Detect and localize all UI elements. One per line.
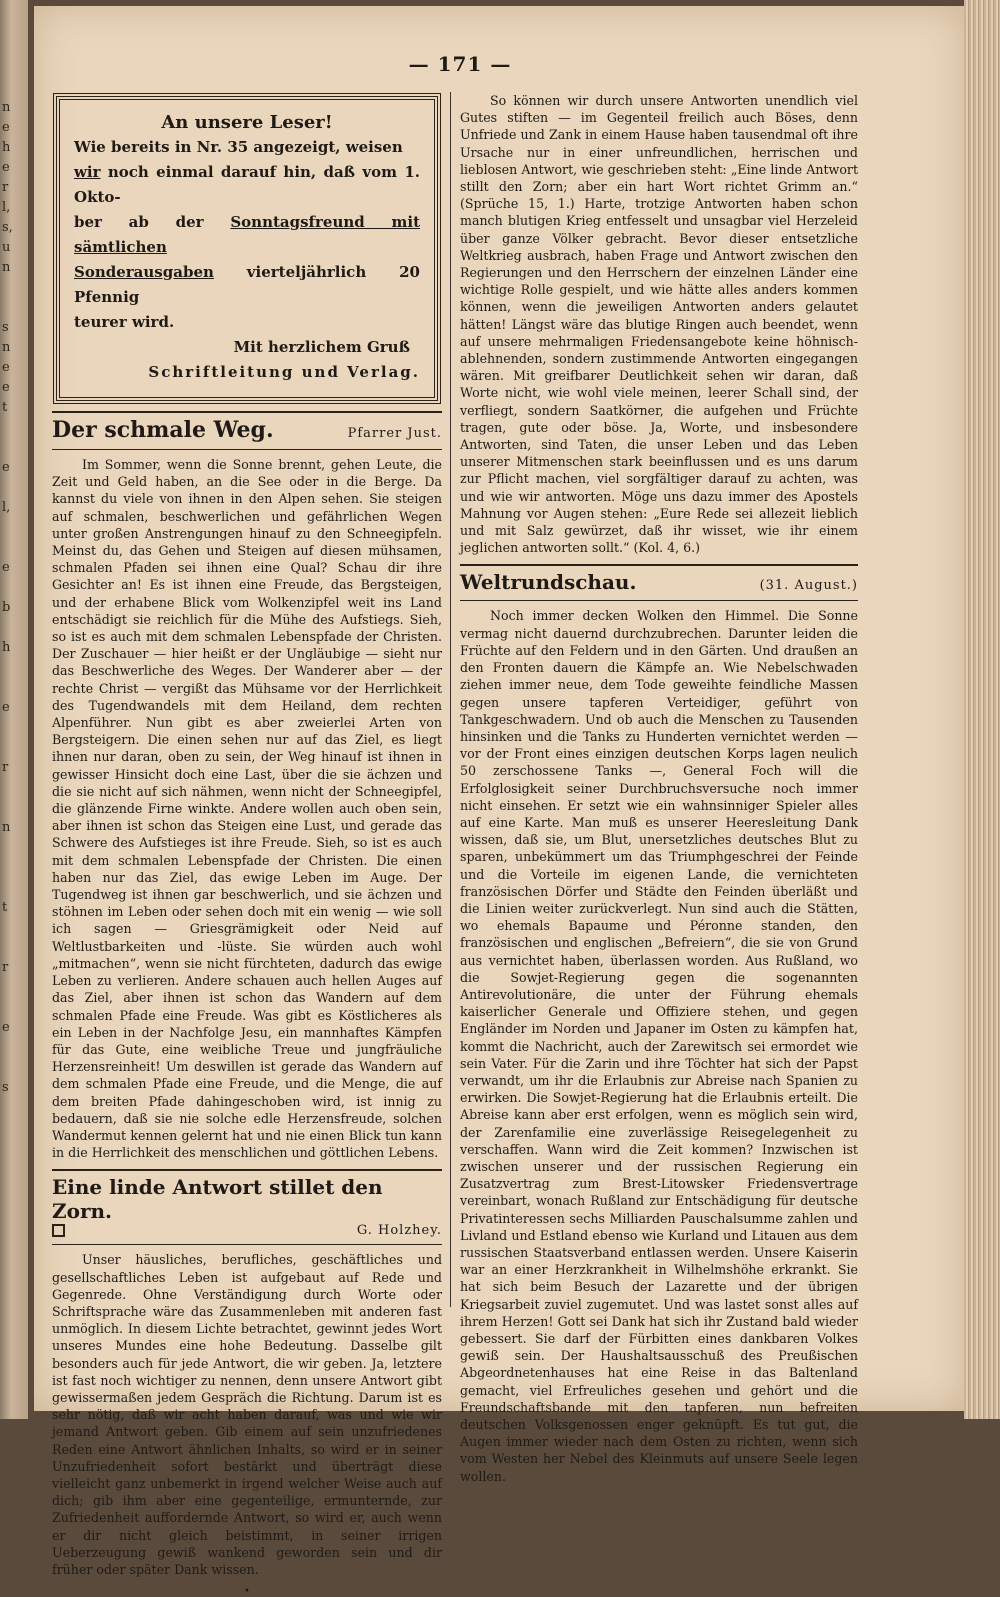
article-author: Pfarrer Just. (347, 426, 442, 441)
prev-fragment: l, (2, 200, 11, 215)
previous-page-edge (0, 0, 28, 1419)
prev-fragment: r (2, 760, 9, 775)
page-stack-edge (964, 0, 1000, 1419)
prev-fragment: n (2, 820, 11, 835)
section-rule (52, 1169, 442, 1171)
notice-signature: Schriftleitung und Verlag. (148, 363, 420, 381)
article-body: Im Sommer, wenn die Sonne brennt, gehen Leute, die Zeit und Geld haben, an die See oder in die Berge. Da kannst du viele von ihnen in den Alpen sehen. Sie steigen auf schmalen, beschwerlichen und gefährlichen Wegen unter großen Anstrengungen hinauf zu den Schneegipfeln. Meinst du, das Gehen und Steigen auf diesen mühsamen, schmalen Pfaden sei ihnen eine Qual? Schau dir ihre Gesichter an! Es ist ihnen eine Freude, das Bergsteigen, und der erhabene Blick vom Wolkenzipfel weit ins Land entschädigt sie reichlich für die Mühe des Aufstiegs. Sieh, so ist es auch mit dem schmalen Lebenspfade der Christen. Der Zuschauer — hier heißt er der Ungläubige — sieht nur das Beschwerliche des Weges. Der Wanderer aber — der rechte Christ — vergißt das Mühsame vor der Herrlichkeit des Tugendwandels mit dem Heiland, dem rechten Alpenführer. Nun gibt es aber zweierlei Arten von Bergsteigern. Die einen sehen nur auf das Ziel, es liegt ihnen nur daran, oben zu sein, der Weg hinauf ist ihnen in gewisser Hinsicht doch eine Last, über die sie ächzen und die sie nicht auf sich nähmen, wenn nicht der Schneegipfel, die glänzende Firne winkte. Andere wollen auch oben sein, aber ihnen ist schon das Steigen eine Lust, und gerade das Schwere des Aufstieges ist ihre Freude. Sieh, so ist es auch mit dem schmalen Lebenspfade der Christen. Die einen haben nur das Ziel, das ewige Leben im Auge. Der Tugendweg ist ihnen gar beschwerlich, und sie ächzen und stöhnen im Leben oder sehen doch mit ein wenig — wie soll ich sagen — Griesgrämigkeit oder Neid auf Weltlustbarkeiten und -lüste. Sie würden auch wohl „mitmachen“, wenn sie nicht fürchteten, dadurch das ewige Leben zu verlieren. Andere schauen auch hellen Auges auf das Ziel, aber ihnen ist schon das Wandern auf dem schmalen Pfade eine Freude. Was gibt es Köstlicheres als ein Leben in der Nachfolge Jesu, ein mannhaftes Kämpfen für das Gute, eine weibliche Treue und jungfräuliche Herzensreinheit! Um deswillen ist gerade das Wandern auf dem schmalen Pfade eine Freude, und die Menge, die auf dem breiten Pfade dahingeschoben wird, ist innig zu bedauern, daß sie nie solche edle Herzensfreude, solchen Wandermut kennen gelernt hat und nie einen Blick tun kann in die Herrlichkeit des menschlichen und göttlichen Lebens. (52, 457, 442, 1161)
page-number: — 171 — (408, 52, 512, 76)
left-column (52, 90, 442, 1597)
article-date: (31. August.) (759, 578, 858, 594)
notice-line: ber ab der (74, 213, 231, 231)
article-title: Weltrundschau. (460, 570, 637, 595)
notice-line: vierteljährlich 20 Pfennig (74, 263, 420, 306)
prev-fragment: h (2, 140, 11, 155)
prev-fragment: n (2, 340, 11, 355)
section-rule (460, 600, 858, 601)
prev-fragment: e (2, 120, 10, 135)
prev-fragment: b (2, 600, 11, 615)
prev-fragment: h (2, 640, 11, 655)
section-rule (52, 1244, 442, 1245)
prev-fragment: t (2, 400, 8, 415)
prev-fragment: l, (2, 500, 11, 515)
notice-body (74, 135, 420, 335)
prev-fragment: r (2, 180, 9, 195)
article-header (460, 570, 858, 594)
section-rule (52, 449, 442, 450)
prev-fragment: e (2, 460, 10, 475)
prev-fragment: u (2, 240, 11, 255)
article-byline (52, 1223, 442, 1238)
prev-fragment: e (2, 360, 10, 375)
notice-line: noch einmal darauf hin, daß vom 1. Okto- (74, 163, 420, 206)
column-divider (450, 92, 451, 1307)
notice-line: Sonderausgaben (74, 263, 214, 281)
prev-fragment: e (2, 380, 10, 395)
notice-title: An unsere Leser! (161, 112, 333, 133)
article-title: Der schmale Weg. (52, 417, 274, 443)
prev-fragment: e (2, 1020, 10, 1035)
article-body-continued: So können wir durch unsere Antworten unendlich viel Gutes stiften — im Gegenteil freilich auch Böses, denn Unfriede und Zank in einem Hause haben tausendmal oft ihre Ursache nur in einer unfreundlichen, herrischen und lieblosen Antwort, wie geschrieben steht: „Eine linde Antwort stillt den Zorn; aber ein hart Wort richtet Grimm an.“ (Sprüche 15, 1.) Harte, trotzige Antworten haben schon manch blutigen Krieg entfesselt und unsagbar viel Herzeleid über ganze Völker gebracht. Bevor dieser entsetzliche Weltkrieg ausbrach, haben Frage und Antwort zwischen den Regierungen und den Herrschern der einzelnen Länder eine wichtige Rolle gespielt, und wie hätte alles anders kommen können, wenn die jeweiligen Antworten anders gelautet hätten! Längst wäre das blutige Ringen auch beendet, wenn auf unsere mehrmaligen Friedensangebote keine höhnisch-ablehnenden, sondern zustimmende Antworten eingegangen wären. Mit greifbarer Deutlichkeit sehen wir daran, daß Worte nicht, wie wohl viele meinen, leerer Schall sind, der verfliegt, sondern Saatkörner, die aufgehen und Früchte tragen, gute oder böse. Ja, Worte, und insbesondere Antworten, sind Taten, die unser Leben und das Leben unserer Mitmenschen stark beeinflussen und es uns darum zur Pflicht machen, viel sorgfältiger darauf zu achten, was und wie wir antworten. Möge uns dazu immer des Apostels Mahnung vor Augen stehen: „Eure Rede sei allezeit lieblich und mit Salz gewürzet, daß ihr wisset, wie ihr einem jeglichen antworten sollt.“ (Kol. 4, 6.) (460, 93, 858, 556)
prev-fragment: n (2, 260, 11, 275)
article-body: Noch immer decken Wolken den Himmel. Die Sonne vermag nicht dauernd durchzubrechen. Darunter leiden die Früchte auf den Feldern und in den Gärten. Und draußen an den Fronten dauern die Kämpfe an. Wie Nebelschwaden ziehen immer neue, dem Tode geweihte feindliche Massen gegen unsere tapferen Verteidiger, geführt von Tankgeschwadern. Und ob auch die Menschen zu Tausenden hinsinken und die Tanks zu Hunderten vernichtet werden — vor der Front eines einzigen deutschen Korps lagen neulich 50 zerschossene Tanks —, General Foch will die Erfolglosigkeit seiner Durchbruchsversuche noch immer nicht einsehen. Er setzt wie ein wahnsinniger Spieler alles auf eine Karte. Man muß es unserer Heeresleitung Dank wissen, daß sie, um Blut, unersetzliches deutsches Blut zu sparen, unbekümmert um das Triumphgeschrei der Feinde und die Vorteile im eigenen Lande, die vernichteten französischen Dörfer und Städte den Feinden überläßt und die Linien weiter zurückverlegt. Nun sind auch die Stätten, wo ehemals Bapaume und Péronne standen, den französischen und englischen „Befreiern“, die sie von Grund aus vernichtet haben, überlassen worden. Aus Rußland, wo die Sowjet-Regierung gegen die sogenannten Antirevolutionäre, die unter der Führung ehemals kaiserlicher Generale und Offiziere stehen, und gegen Engländer im Norden und Japaner im Osten zu kämpfen hat, kommt die Nachricht, auch der Zarewitsch sei ermordet wie sein Vater. Für die Zarin und ihre Töchter hat sich der Papst verwandt, um ihr die Erlaubnis zur Abreise nach Spanien zu erwirken. Die Sowjet-Regierung hat die Erlaubnis erteilt. Die Abreise kann aber erst erfolgen, wenn es möglich sein wird, der Zarenfamilie eine zuverlässige Reisegelegenheit zu verschaffen. Wann wird die Zeit kommen? Inzwischen ist zwischen unserer und der russischen Regierung ein Zusatzvertrag zum Brest-Litowsker Friedensvertrage vereinbart, wonach Rußland zur Entschädigung für deutsche Privatinteressen sechs Milliarden Pauschalsumme zahlen und Livland und Estland ebenso wie Kurland und Litauen aus dem russischen Staatsverband entlassen werden. Unsere Kaiserin war an einer Herzkrankheit in Wilhelmshöhe erkrankt. Sie hat sich beim Besuch der Lazarette und der übrigen Kriegsarbeit zuviel zugemutet. Und was lastet sonst alles auf ihrem Herzen! Gott sei Dank hat sich ihr Zustand bald wieder gebessert. Sie darf der Fürbitten eines dankbaren Volkes gewiß sein. Der Haushaltsausschuß des Preußischen Abgeordnetenhauses hat eine Reise in das Baltenland gemacht, viel Erfreuliches gesehen und gehört und die Freundschaftsbande mit den tapferen, nun befreiten deutschen Volksgenossen enger geknüpft. Es tut gut, die Augen immer wieder nach dem Osten zu richten, wenn sich vom Westen her Nebel des Kleinmuts auf unsere Seele legen wollen. (460, 608, 858, 1484)
article-title: Eine linde Antwort stillet den Zorn. (52, 1175, 383, 1224)
notice-line: wir (74, 163, 101, 181)
square-ornament-icon (52, 1224, 65, 1237)
end-ornament-icon: • (244, 1586, 250, 1597)
prev-fragment: e (2, 560, 10, 575)
prev-fragment: e (2, 160, 10, 175)
notice-line: Wie bereits in Nr. 35 angezeigt, weisen (74, 138, 403, 156)
prev-fragment: e (2, 700, 10, 715)
article-author: G. Holzhey. (356, 1223, 442, 1239)
notice-line: Sonntagsfreund mit sämtlichen (74, 213, 421, 256)
right-column (460, 90, 858, 1493)
notice-line: teurer wird. (74, 313, 175, 331)
prev-fragment: r (2, 960, 9, 975)
section-rule (460, 564, 858, 566)
prev-fragment: s (2, 1080, 9, 1095)
prev-fragment: s, (2, 220, 13, 235)
prev-fragment: t (2, 900, 8, 915)
prev-fragment: n (2, 100, 11, 115)
section-rule (52, 411, 442, 413)
prev-fragment: s (2, 320, 9, 335)
notice-greeting: Mit herzlichem Gruß (233, 338, 410, 356)
article-body: Unser häusliches, berufliches, geschäftliches und gesellschaftliches Leben ist aufgebaut auf Rede und Gegenrede. Ohne Verständigung durch Worte oder Schriftsprache wäre das Zusammenleben mit anderen fast unmöglich. In diesem Lichte betrachtet, gewinnt jedes Wort unseres Mundes eine hohe Bedeutung. Dasselbe gilt besonders auch für jede Antwort, die wir geben. Ja, letztere ist fast noch wichtiger zu nennen, denn unsere Antwort gibt gewissermaßen jedem Gespräch die Richtung. Darum ist es sehr nötig, daß wir acht haben darauf, was und wie wir jemand Antwort geben. Gib einem auf sein unzufriedenes Reden eine Antwort ähnlichen Inhalts, so wird er in seiner Unzufriedenheit sofort bestärkt und überträgt diese vielleicht ganz unbemerkt in irgend welcher Weise auch auf dich; gib ihm aber eine gegenteilige, ermunternde, zur Zufriedenheit auffordernde Antwort, so wird er, auch wenn er dir nicht gleich beistimmt, in seiner irrigen Ueberzeugung gewiß wankend geworden sein und dir früher oder später Dank wissen. (52, 1252, 442, 1577)
article-header (52, 417, 442, 443)
reader-notice-box (56, 96, 438, 401)
